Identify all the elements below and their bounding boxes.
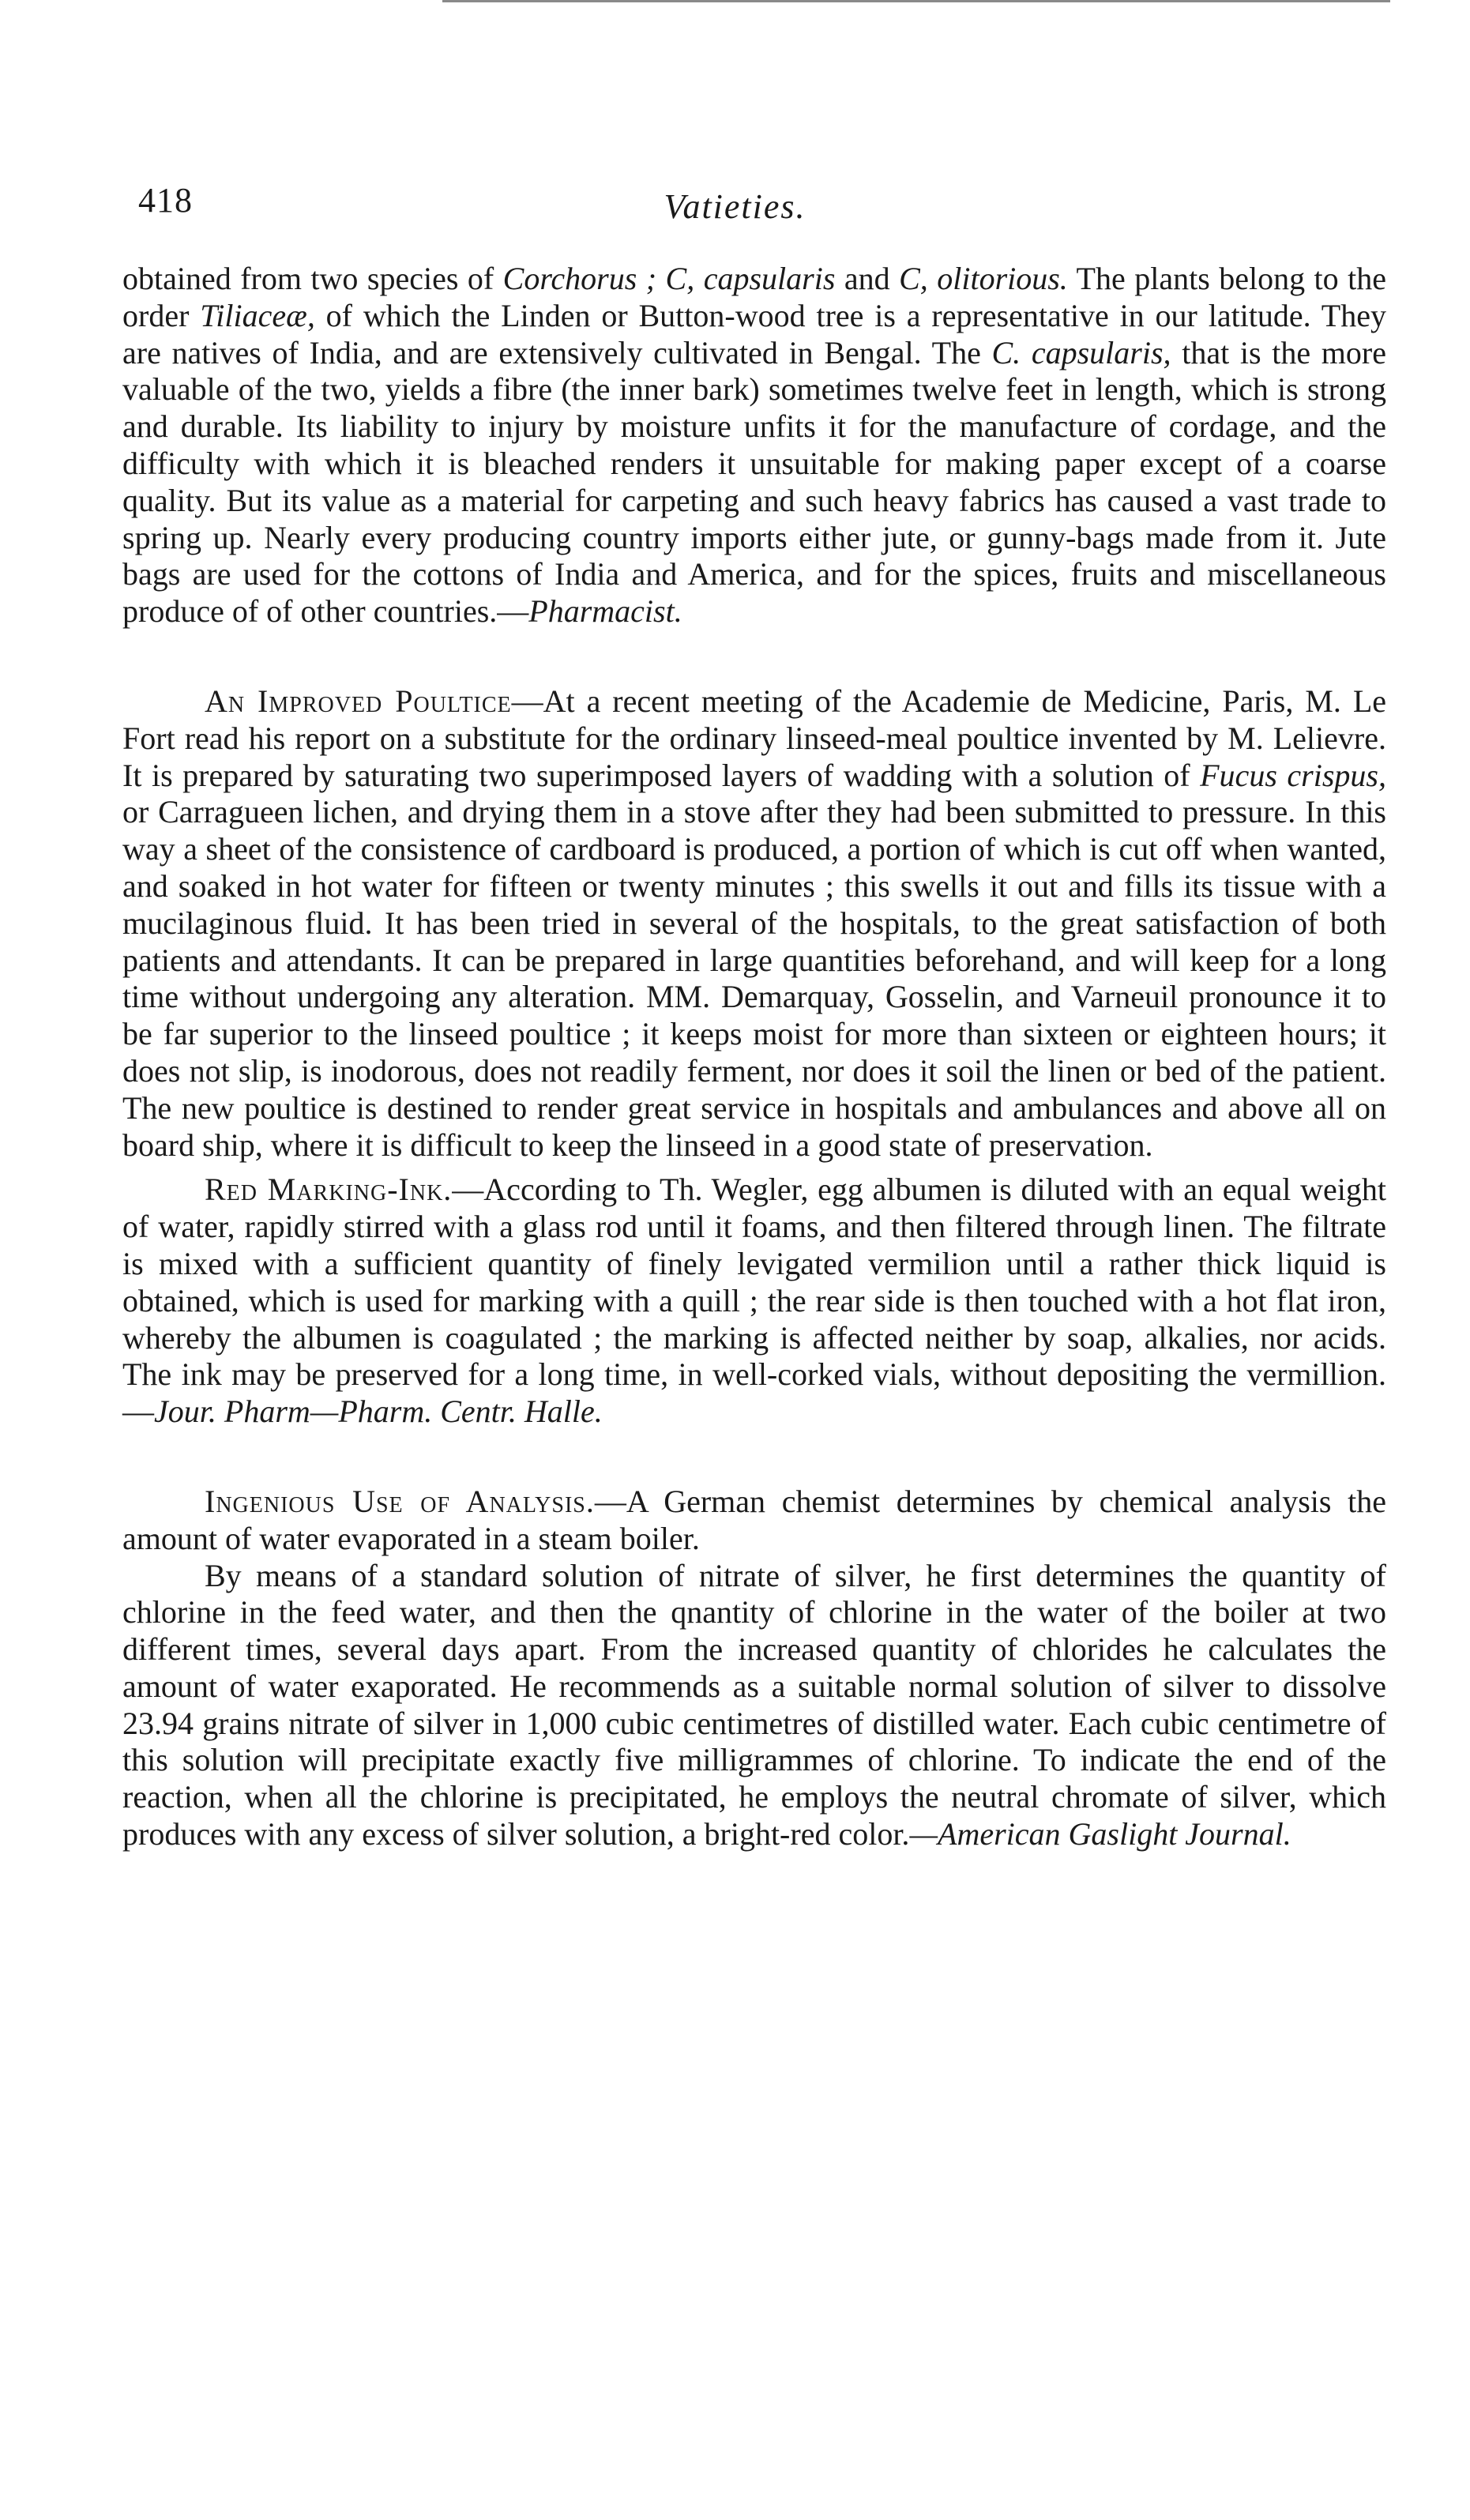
running-head: Vatieties. xyxy=(664,187,806,226)
text-run: —At a recent meeting of the Academie de Medicine, Paris, M. Le Fort read his report on a substitute for the ordinary linseed-meal poultice invented by M. Lelievre. It is prepared by saturating two superimposed layers of wadding with a solution of xyxy=(122,683,1387,793)
marking-ink-article xyxy=(122,1172,1386,1431)
text-run: and xyxy=(835,261,900,296)
order-name: Tiliaceæ, xyxy=(200,297,315,333)
text-run: that is the more valuable of the two, yields a fibre (the inner bark) sometimes twelve feet in length, which is strong and durable. Its liability to injury by moisture unfits it for the manufacture of cordage, and the difficulty with which it is bleached renders it unsuitable for making paper except of a coarse quality. But its value as a material for carpeting and such heavy fabrics has caused a vast trade to spring up. Nearly every producing country imports either jute, or gunny-bags made from it. Jute bags are used for the cottons of India and America, and for the spices, fruits and miscellaneous produce of of other countries.— xyxy=(122,334,1386,630)
source-citation: Pharmacist. xyxy=(528,593,682,630)
text-run: The plants belong to the order xyxy=(122,261,1387,333)
text-run: of which the Linden or Button-wood tree is a representative in our latitude. They are natives of India, and are extensively cultivated in Bengal. The xyxy=(122,297,1386,370)
text-run: —A German chemist determines by chemical analysis the amount of water evaporated in a steam boiler. xyxy=(122,1483,1387,1556)
species-name: Corchorus ; C, capsularis xyxy=(502,261,836,296)
species-name: C. capsularis, xyxy=(991,334,1171,370)
top-rule xyxy=(442,0,1390,2)
article-title: An Improved Poultice xyxy=(205,683,512,719)
text-column xyxy=(122,261,1386,1853)
text-run: or Carragueen lichen, and drying them in a stove after they had been submitted to pressure. In this way a sheet of the consistence of cardboard is produced, a portion of which is cut off when wanted, and soaked in hot water for fifteen or twenty minutes ; this swells it out and fills its tissue with a mucilaginous fluid. It has been tried in several of the hospitals, to the great satisfaction of both patients and attendants. It can be prepared in large quantities beforehand, and will keep for a long time without undergoing any alteration. MM. Demarquay, Gosselin, and Varneuil pronounce it to be far superior to the linseed poultice ; it keeps moist for more than sixteen or eighteen hours; it does not slip, is inodorous, does not readily ferment, nor does it soil the linen or bed of the patient. The new poultice is destined to render great service in hospitals and ambulances and above all on board ship, where it is difficult to keep the linseed in a good state of preservation. xyxy=(122,794,1386,1163)
text-run: —According to Th. Wegler, egg albumen is diluted with an equal weight of water, rapidly stirred with a glass rod until it foams, and then filtered through linen. The filtrate is mixed with a sufficient quantity of finely levigated vermilion until a rather thick liquid is obtained, which is used for marking with a quill ; the rear side is then touched with a hot flat iron, whereby the albumen is coagulated ; the marking is affected neither by soap, alkalies, nor acids. The ink may be preserved for a long time, in well-corked vials, without depositing the vermillion.— xyxy=(122,1172,1386,1430)
page-number: 418 xyxy=(138,181,193,220)
species-name: C, olitorious. xyxy=(899,261,1068,296)
species-name: Fucus crispus, xyxy=(1200,757,1386,793)
analysis-continuation xyxy=(122,1558,1386,1853)
text-run: By means of a standard solution of nitrate of silver, he first determines the quantity of chlorine in the feed water, and then the qnantity of chlorine in the water of the boiler at two different times, several days apart. From the increased quantity of chlorides he calculates the amount of water exaporated. He recommends as a suitable normal solution of silver to dissolve 23.94 grains nitrate of silver in 1,000 cubic centimetres of distilled water. Each cubic centimetre of this solution will precipitate exactly five milligrammes of chlorine. To indicate the end of the reaction, when all the chlorine is precipitated, he employs the neutral chromate of silver, which produces with any excess of silver solution, a bright-red color. xyxy=(122,1557,1386,1852)
text-run: obtained from two species of xyxy=(122,261,503,296)
source-citation: Jour. Pharm—Pharm. Centr. Halle. xyxy=(154,1394,603,1430)
poultice-article xyxy=(122,683,1386,1164)
article-title: Red Marking-Ink. xyxy=(205,1172,453,1208)
article-title: Ingenious Use of Analysis. xyxy=(205,1483,595,1519)
jute-paragraph xyxy=(122,261,1386,630)
source-citation: —American Gaslight Journal. xyxy=(909,1816,1291,1852)
analysis-article xyxy=(122,1484,1386,1558)
